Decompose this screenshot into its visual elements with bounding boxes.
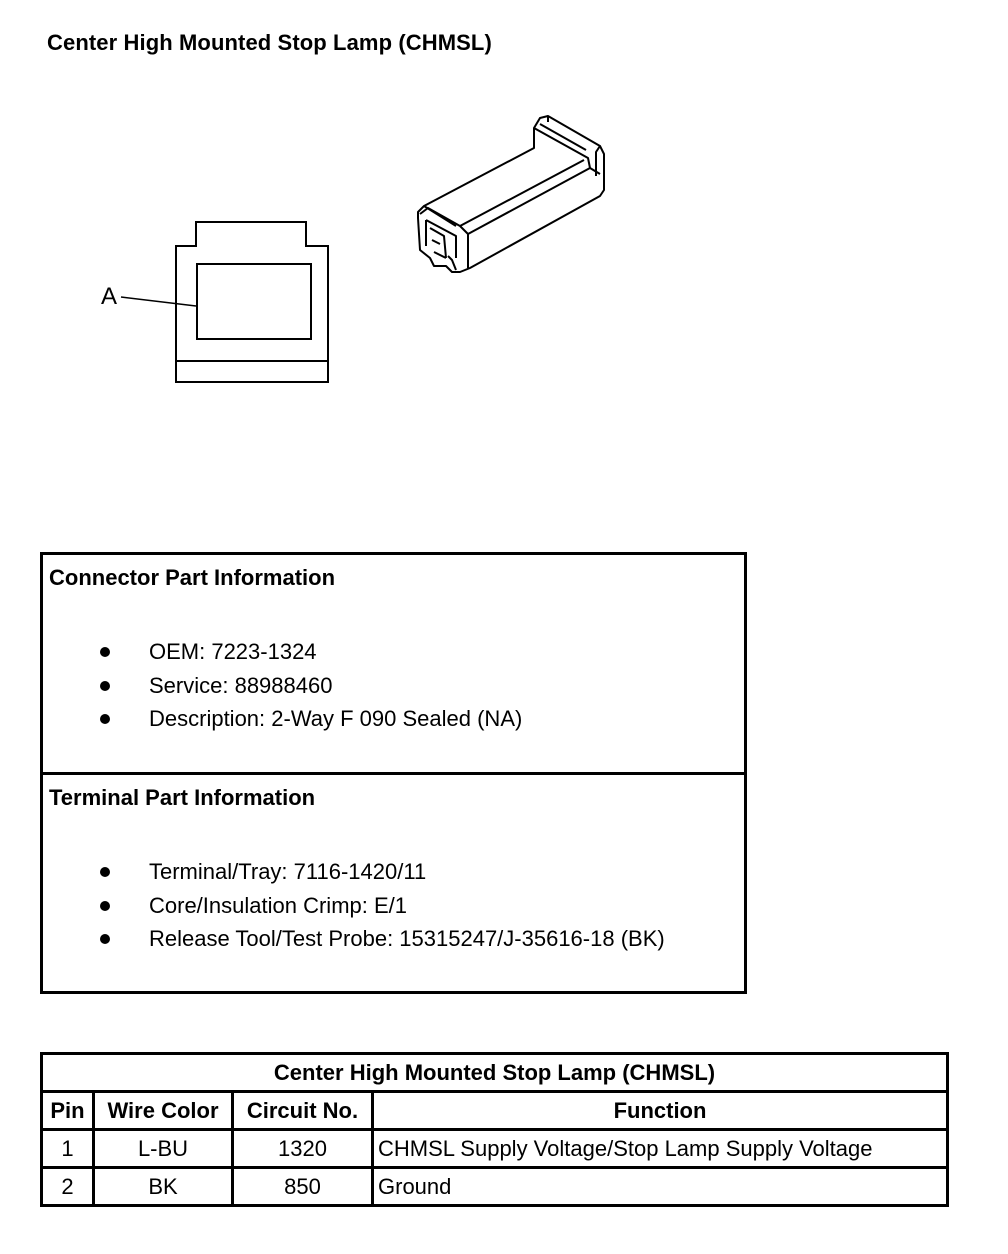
- bullet-icon: [100, 681, 110, 691]
- header-pin: Pin: [42, 1092, 94, 1130]
- bullet-icon: [100, 934, 110, 944]
- table-caption-row: [42, 1054, 948, 1092]
- terminal-info-release-tool: Release Tool/Test Probe: 15315247/J-35616-18 (BK): [149, 926, 665, 951]
- connector-diagram: [0, 0, 1008, 520]
- list-item: [43, 855, 665, 889]
- terminal-info-tray: Terminal/Tray: 7116-1420/11: [149, 859, 427, 884]
- terminal-info-crimp: Core/Insulation Crimp: E/1: [149, 892, 407, 918]
- list-item: [43, 669, 522, 703]
- cell-wire-color: L-BU: [94, 1130, 233, 1168]
- callout-label: A: [101, 283, 118, 310]
- table-header-row: [42, 1092, 948, 1130]
- table-caption: Center High Mounted Stop Lamp (CHMSL): [42, 1054, 948, 1092]
- cell-wire-color: BK: [94, 1168, 233, 1206]
- terminal-info-list: [43, 855, 665, 956]
- cell-pin: 1: [42, 1130, 94, 1168]
- terminal-part-information: [43, 775, 744, 991]
- part-information-box: [40, 552, 747, 994]
- list-item: [43, 635, 522, 669]
- cell-function: CHMSL Supply Voltage/Stop Lamp Supply Voltage: [373, 1130, 948, 1168]
- connector-face-view: [176, 222, 328, 382]
- header-circuit-no: Circuit No.: [233, 1092, 373, 1130]
- list-item: [43, 922, 665, 956]
- table-row: [42, 1130, 948, 1168]
- list-item: [43, 702, 522, 736]
- cell-circuit-no: 850: [233, 1168, 373, 1206]
- connector-info-heading: Connector Part Information: [49, 565, 336, 590]
- connector-part-information: [43, 555, 744, 775]
- terminal-info-heading: Terminal Part Information: [49, 785, 316, 810]
- header-wire-color: Wire Color: [94, 1092, 233, 1130]
- cell-function: Ground: [373, 1168, 948, 1206]
- callout-a: [101, 283, 196, 310]
- connector-info-oem: OEM: 7223-1324: [149, 639, 317, 664]
- header-function: Function: [373, 1092, 948, 1130]
- page-title: Center High Mounted Stop Lamp (CHMSL): [47, 30, 492, 55]
- table-row: [42, 1168, 948, 1206]
- bullet-icon: [100, 647, 110, 657]
- bullet-icon: [100, 867, 110, 877]
- cell-pin: 2: [42, 1168, 94, 1206]
- connector-isometric-view: [418, 116, 604, 272]
- connector-info-list: [43, 635, 522, 736]
- list-item: [43, 889, 665, 923]
- connector-info-service: Service: 88988460: [149, 672, 333, 698]
- cell-circuit-no: 1320: [233, 1130, 373, 1168]
- bullet-icon: [100, 901, 110, 911]
- pin-table: [40, 1052, 949, 1207]
- callout-leader-line: [121, 297, 196, 306]
- bullet-icon: [100, 714, 110, 724]
- connector-info-description: Description: 2-Way F 090 Sealed (NA): [149, 706, 523, 731]
